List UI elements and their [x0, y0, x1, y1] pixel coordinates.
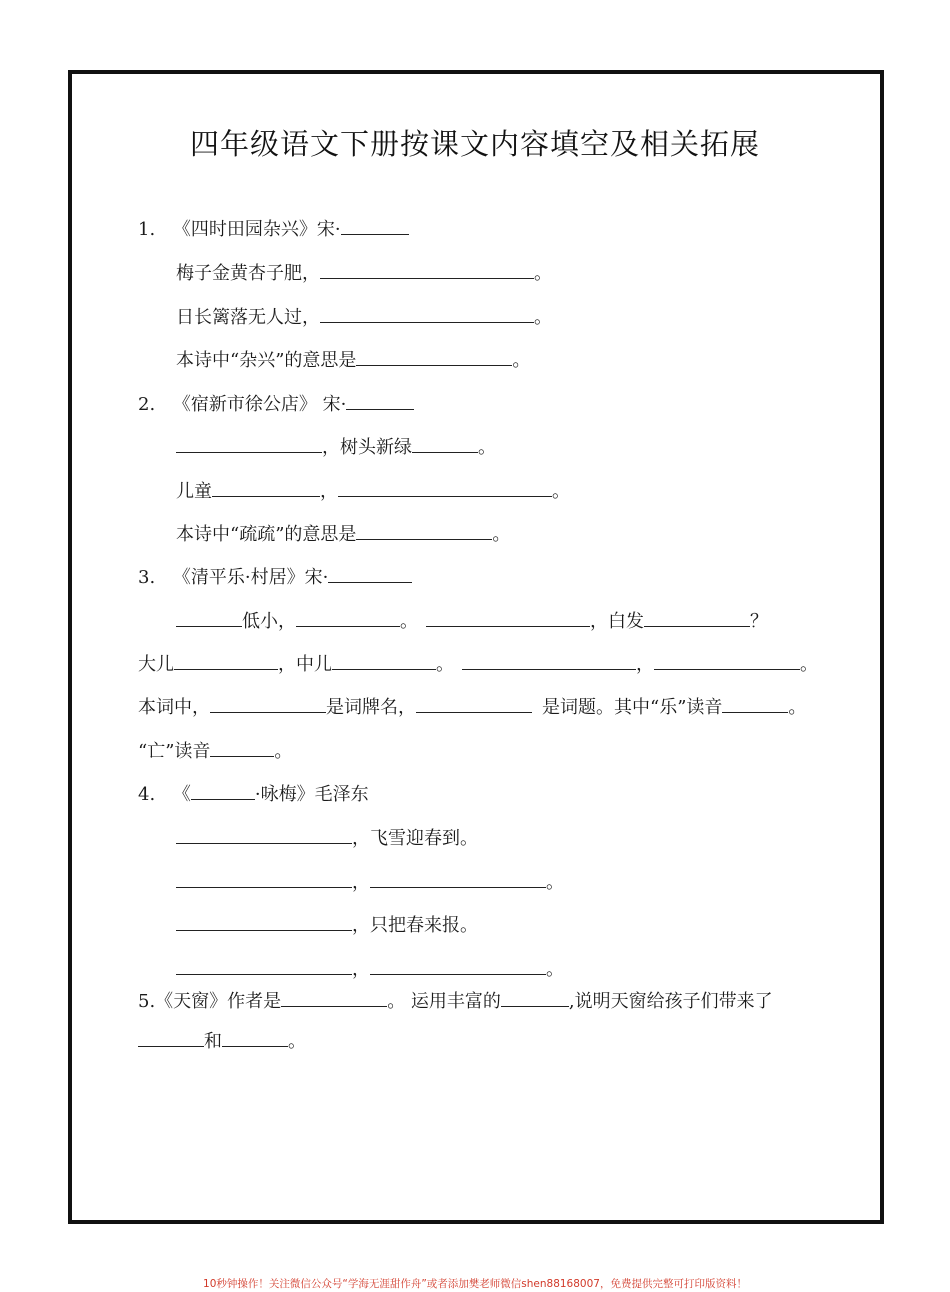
q4-blank1[interactable]: [176, 825, 352, 844]
q3-line2: 大儿 ，中儿 。 ， 。: [138, 651, 818, 677]
q3-blank8[interactable]: [654, 651, 800, 670]
q5-blank4[interactable]: [222, 1028, 288, 1047]
q3-blank1[interactable]: [176, 608, 242, 627]
q3-poem-title: 《清平乐·村居》宋·: [172, 567, 329, 588]
q5-blank1[interactable]: [281, 988, 387, 1007]
q4-line1: ，飞雪迎春到。: [176, 825, 478, 851]
q4-blank5[interactable]: [176, 956, 352, 975]
q3-blank10[interactable]: [416, 694, 532, 713]
q1-number: 1.: [138, 219, 156, 240]
q4-blank4[interactable]: [176, 912, 352, 931]
q2-poem-title: 《宿新市徐公店》 宋·: [172, 394, 347, 415]
promo-footer: 10秒钟操作！关注微信公众号“学海无涯甜作舟”或者添加樊老师微信shen88168007，免费提供完整可打印版资料！: [203, 1278, 747, 1290]
page-title: 四年级语文下册按课文内容填空及相关拓展: [189, 127, 760, 161]
q3-blank3[interactable]: [426, 608, 590, 627]
q1-blank1[interactable]: [320, 260, 534, 279]
q3-number: 3.: [138, 567, 156, 588]
q5-blank3[interactable]: [138, 1028, 204, 1047]
q4-line3: ，只把春来报。: [176, 912, 478, 938]
q3-blank2[interactable]: [296, 608, 400, 627]
q4-line4: ， 。: [176, 956, 564, 982]
q3-blank4[interactable]: [644, 608, 750, 627]
q1-blank2[interactable]: [320, 304, 534, 323]
q3-line4: “亡”读音 。: [138, 738, 292, 764]
q2-blank5[interactable]: [356, 521, 492, 540]
q4-heading: 4. 《 ·咏梅》毛泽东: [138, 781, 369, 807]
q2-blank3[interactable]: [212, 478, 320, 497]
q1-poem-title: 《四时田园杂兴》宋·: [172, 219, 341, 240]
q2-blank2[interactable]: [412, 434, 478, 453]
q5-blank2[interactable]: [501, 988, 569, 1007]
q4-poem-title: ·咏梅》毛泽东: [254, 784, 369, 805]
q3-blank9[interactable]: [210, 694, 326, 713]
q3-blank6[interactable]: [332, 651, 436, 670]
q4-cipai-blank[interactable]: [191, 781, 255, 800]
q3-blank12[interactable]: [210, 738, 274, 757]
q4-blank2[interactable]: [176, 869, 352, 888]
q2-heading: [138, 391, 414, 417]
q3-blank7[interactable]: [462, 651, 636, 670]
q3-line1: 低小， 。 ，白发 ？: [176, 608, 768, 634]
q1-line3: 本诗中“杂兴”的意思是 。: [176, 347, 530, 373]
q1-line2: 日长篱落无人过， 。: [176, 304, 552, 330]
q4-line2: ， 。: [176, 869, 564, 895]
q2-blank4[interactable]: [338, 478, 552, 497]
q3-heading: [138, 564, 412, 590]
q1-heading: [138, 216, 409, 242]
q1-line1: 梅子金黄杏子肥， 。: [176, 260, 552, 286]
q3-line3: 本词中， 是词牌名， 是词题。其中“乐”读音 。: [138, 694, 806, 720]
q1-blank3[interactable]: [356, 347, 512, 366]
q1-author-blank[interactable]: [341, 216, 409, 235]
q2-line2: 儿童 ， 。: [176, 478, 570, 504]
q4-blank3[interactable]: [370, 869, 546, 888]
q2-line3: 本诗中“疏疏”的意思是 。: [176, 521, 510, 547]
q2-number: 2.: [138, 394, 156, 415]
q3-blank11[interactable]: [722, 694, 788, 713]
q2-blank1[interactable]: [176, 434, 322, 453]
q2-line1: ，树头新绿 。: [176, 434, 496, 460]
q3-blank5[interactable]: [174, 651, 278, 670]
q3-author-blank[interactable]: [328, 564, 412, 583]
q5-line2: 和 。: [138, 1028, 306, 1054]
q2-author-blank[interactable]: [346, 391, 414, 410]
q4-blank6[interactable]: [370, 956, 546, 975]
q5-line1: 5.《天窗》作者是 。 运用丰富的 ,说明天窗给孩子们带来了: [138, 988, 773, 1014]
q4-number: 4.: [138, 784, 156, 805]
